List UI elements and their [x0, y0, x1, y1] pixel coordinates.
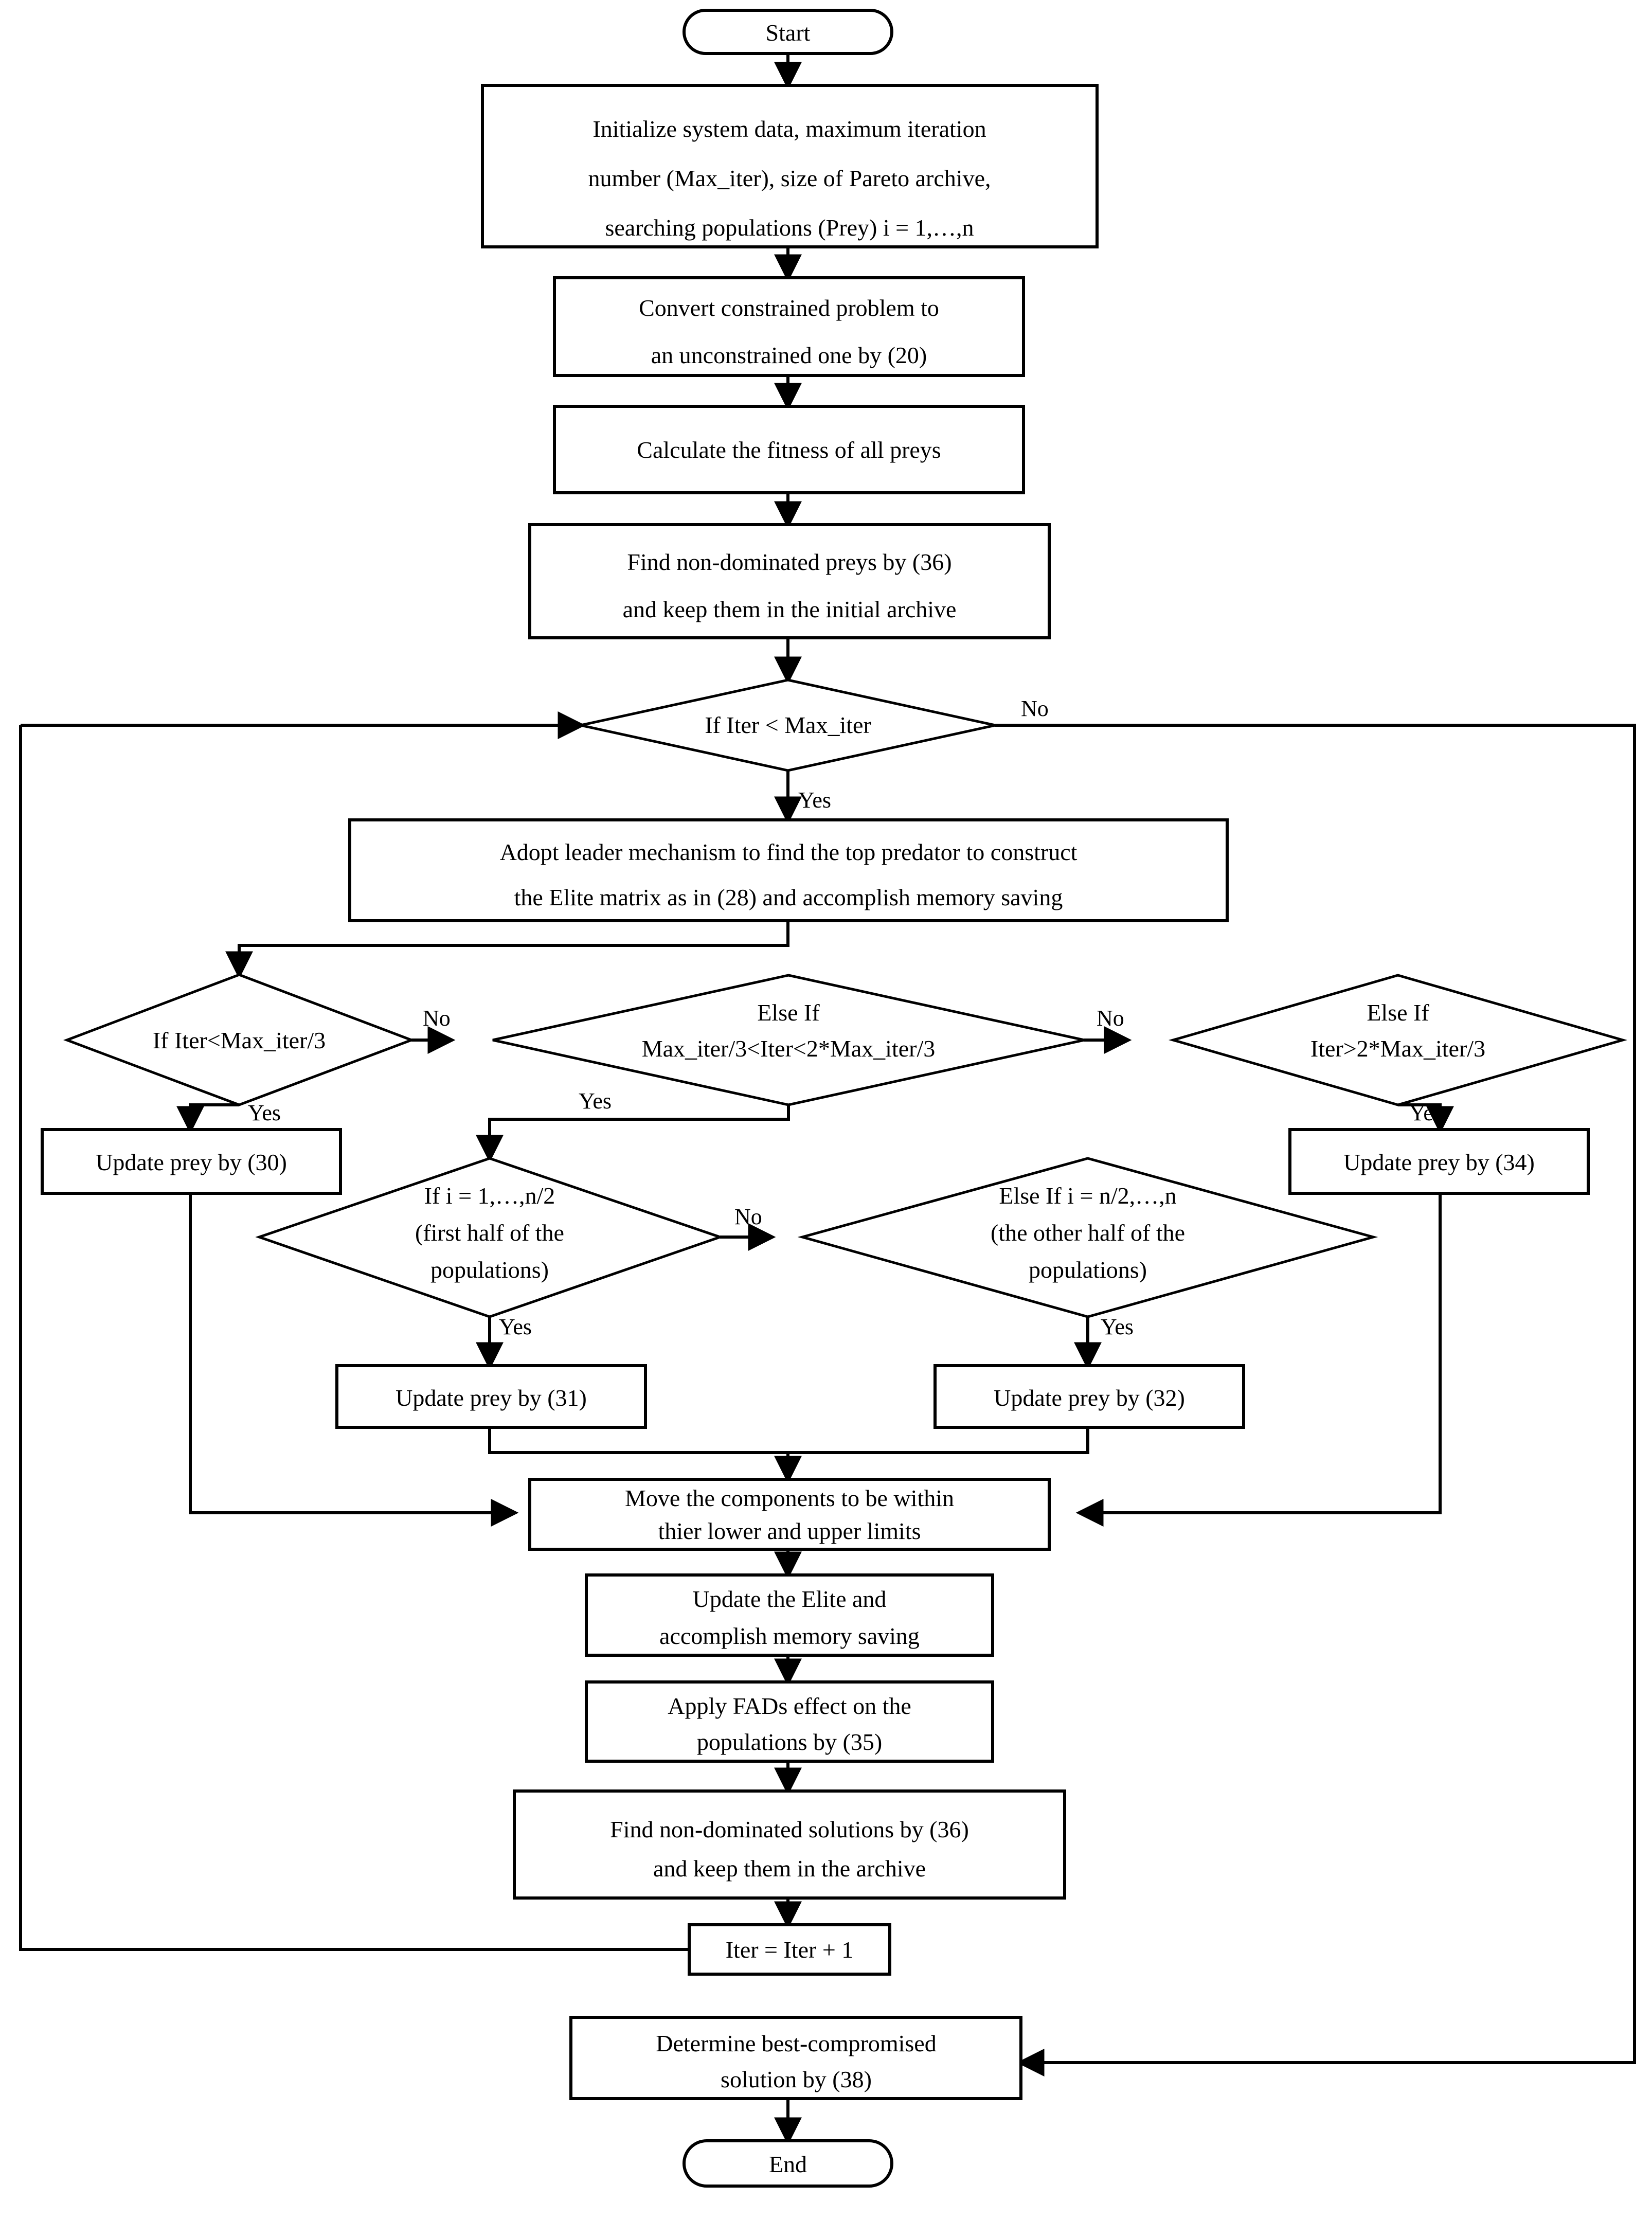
node-update31-label: Update prey by (31) — [396, 1385, 587, 1411]
node-init-line-3: searching populations (Prey) i = 1,…,n — [605, 214, 974, 241]
node-fitness-line-1: Calculate the fitness of all preys — [637, 437, 941, 463]
node-adopt-leader-line-1: Adopt leader mechanism to find the top predator to construct — [499, 839, 1078, 865]
node-phase1-label: If Iter<Max_iter/3 — [152, 1027, 326, 1053]
node-half1-line-2: (first half of the — [415, 1220, 564, 1246]
node-phase2-line-2: Max_iter/3<Iter<2*Max_iter/3 — [641, 1035, 936, 1062]
edge-label-half1-no: No — [734, 1204, 762, 1229]
node-find-archive-line-1: Find non-dominated solutions by (36) — [610, 1816, 969, 1842]
edge-label-phase1-no: No — [423, 1006, 451, 1031]
edge-label-ifiter-no: No — [1021, 696, 1049, 721]
edge-phase2-yes — [490, 1105, 788, 1158]
edge-label-half1-yes: Yes — [499, 1314, 532, 1339]
node-phase2-line-1: Else If — [757, 999, 820, 1026]
node-find-archive[interactable] — [514, 1791, 1065, 1898]
node-phase3-line-2: Iter>2*Max_iter/3 — [1310, 1035, 1486, 1062]
node-fads-line-1: Apply FADs effect on the — [668, 1693, 911, 1719]
node-half2-line-3: populations) — [1029, 1257, 1147, 1283]
node-update32-label: Update prey by (32) — [994, 1385, 1185, 1411]
edge-phase1-yes — [190, 1105, 239, 1130]
node-phase3-line-1: Else If — [1367, 999, 1429, 1026]
node-find-archive-line-2: and keep them in the archive — [653, 1855, 926, 1882]
edge-label-phase1-yes: Yes — [248, 1100, 281, 1125]
node-update34-label: Update prey by (34) — [1343, 1149, 1535, 1175]
node-init-line-1: Initialize system data, maximum iteration — [592, 116, 986, 142]
node-update-elite-line-1: Update the Elite and — [692, 1586, 887, 1612]
node-update30-label: Update prey by (30) — [96, 1149, 287, 1175]
node-fads-line-2: populations by (35) — [696, 1729, 883, 1755]
node-adopt-leader-line-2: the Elite matrix as in (28) and accomplish memory saving — [514, 884, 1063, 910]
node-if-iter-label: If Iter < Max_iter — [705, 712, 871, 738]
edge-label-phase2-yes: Yes — [579, 1088, 612, 1114]
node-half2-line-1: Else If i = n/2,…,n — [999, 1183, 1177, 1209]
node-end-label: End — [768, 2151, 807, 2177]
edge-label-ifiter-yes: Yes — [798, 787, 832, 813]
node-update-elite-line-2: accomplish memory saving — [659, 1623, 920, 1649]
edge-label-half2-yes: Yes — [1101, 1314, 1134, 1339]
node-half1-line-3: populations) — [430, 1257, 549, 1283]
node-start-label: Start — [765, 20, 811, 46]
node-determine-line-2: solution by (38) — [721, 2066, 872, 2092]
node-half2-line-2: (the other half of the — [990, 1220, 1186, 1246]
edge-updates-merge — [490, 1427, 1088, 1453]
node-half1-line-1: If i = 1,…,n/2 — [424, 1183, 555, 1209]
node-convert-line-1: Convert constrained problem to — [639, 295, 939, 321]
node-move-limits-line-1: Move the components to be within — [624, 1485, 955, 1511]
node-convert-line-2: an unconstrained one by (20) — [651, 342, 927, 368]
node-determine-line-1: Determine best-compromised — [656, 2030, 937, 2056]
node-find-initial-line-2: and keep them in the initial archive — [622, 596, 957, 622]
edge-label-phase3-yes: Yes — [1409, 1100, 1443, 1125]
edge-label-phase2-no: No — [1097, 1006, 1124, 1031]
edge-adopt-to-phase1 — [239, 921, 788, 975]
node-move-limits-line-2: thier lower and upper limits — [658, 1518, 921, 1544]
node-iter-inc-label: Iter = Iter + 1 — [725, 1937, 854, 1963]
node-find-initial-line-1: Find non-dominated preys by (36) — [627, 549, 952, 575]
node-init-line-2: number (Max_iter), size of Pareto archive, — [588, 165, 991, 191]
